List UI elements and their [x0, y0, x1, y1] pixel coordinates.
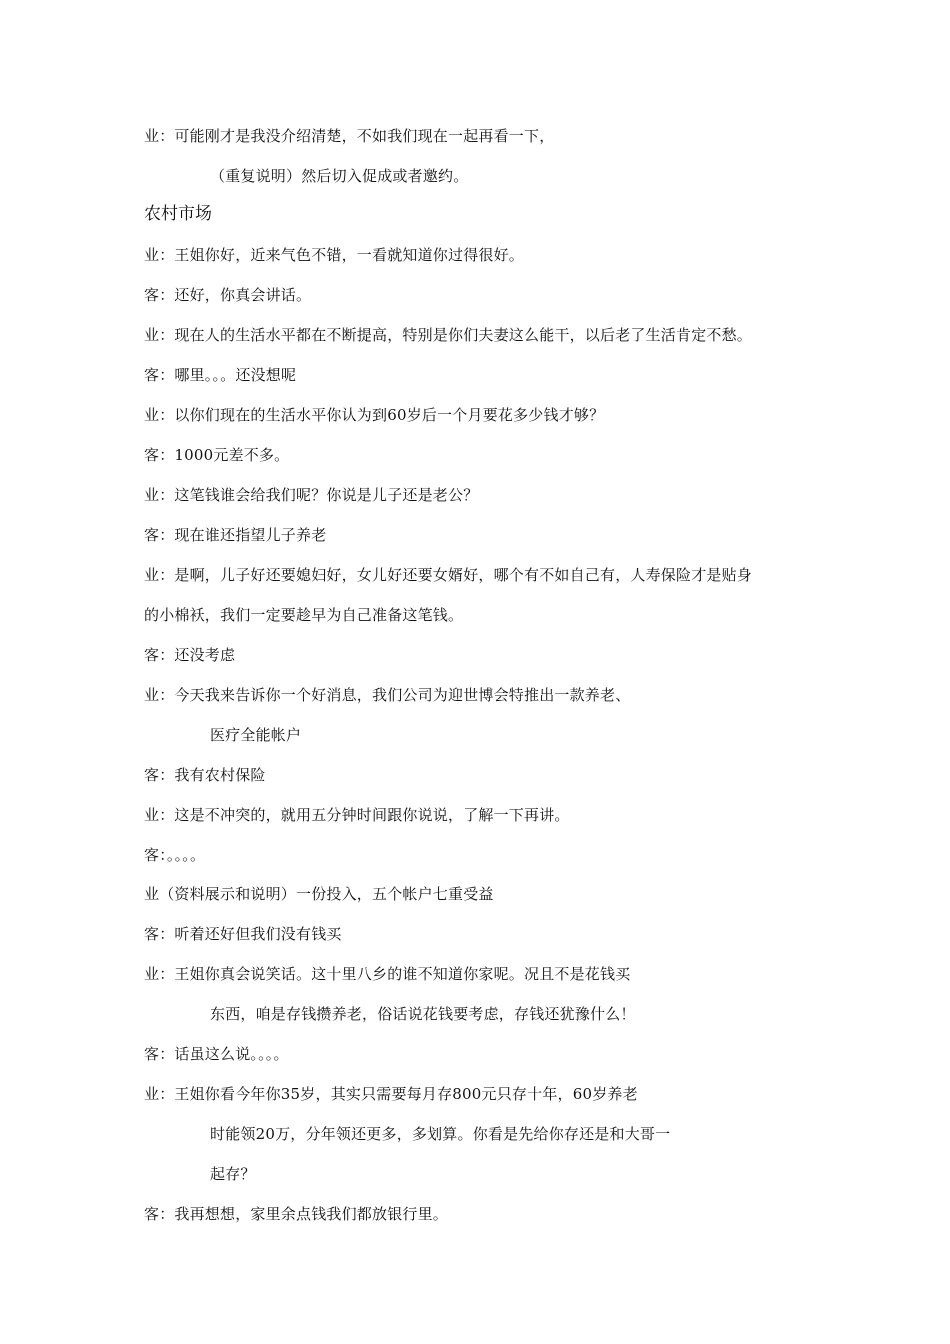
- dialogue-line: 客：话虽这么说。。。。: [144, 1045, 289, 1063]
- dialogue-line: 客：还没考虑: [144, 646, 236, 664]
- dialogue-line: 客：。。。。: [144, 846, 206, 864]
- dialogue-line: 医疗全能帐户: [210, 726, 302, 744]
- section-heading: 农村市场: [144, 204, 212, 224]
- dialogue-line: 客：我再想想，家里余点钱我们都放银行里。: [144, 1205, 449, 1223]
- dialogue-line: 业：可能刚才是我没介绍清楚，不如我们现在一起再看一下，: [144, 127, 555, 145]
- dialogue-line: 业：王姐你真会说笑话。这十里八乡的谁不知道你家呢。况且不是花钱买: [144, 965, 631, 983]
- dialogue-line: 业：王姐你好，近来气色不错，一看就知道你过得很好。: [144, 246, 525, 264]
- dialogue-line: 业：是啊，儿子好还要媳妇好，女儿好还要女婿好，哪个有不如自己有，人寿保险才是贴身: [144, 566, 753, 584]
- dialogue-line: 业：王姐你看今年你35岁，其实只需要每月存800元只存十年，60岁养老: [144, 1085, 638, 1103]
- dialogue-line: 业：以你们现在的生活水平你认为到60岁后一个月要花多少钱才够？: [144, 406, 605, 424]
- dialogue-line: 东西，咱是存钱攒养老，俗话说花钱要考虑，存钱还犹豫什么！: [210, 1005, 636, 1023]
- dialogue-line: 业：这是不冲突的，就用五分钟时间跟你说说，了解一下再讲。: [144, 806, 570, 824]
- dialogue-line: 的小棉袄，我们一定要趁早为自己准备这笔钱。: [144, 606, 464, 624]
- dialogue-line: 客：现在谁还指望儿子养老: [144, 526, 327, 544]
- dialogue-line: 客：还好，你真会讲话。: [144, 286, 312, 304]
- dialogue-line: 客：1000元差不多。: [144, 446, 290, 464]
- dialogue-line: 客：我有农村保险: [144, 766, 266, 784]
- dialogue-line: 业：今天我来告诉你一个好消息，我们公司为迎世博会特推出一款养老、: [144, 686, 631, 704]
- dialogue-line: 业：这笔钱谁会给我们呢？你说是儿子还是老公？: [144, 486, 479, 504]
- dialogue-line: 时能领20万，分年领还更多，多划算。你看是先给你存还是和大哥一: [210, 1125, 671, 1143]
- dialogue-line: 客：哪里。。。还没想呢: [144, 366, 297, 384]
- dialogue-line: （重复说明）然后切入促成或者邀约。: [210, 167, 469, 185]
- dialogue-line: 客：听着还好但我们没有钱买: [144, 925, 342, 943]
- dialogue-line: 起存？: [210, 1165, 256, 1183]
- dialogue-line: 业：现在人的生活水平都在不断提高，特别是你们夫妻这么能干，以后老了生活肯定不愁。: [144, 326, 753, 344]
- dialogue-line: 业（资料展示和说明）一份投入，五个帐户七重受益: [144, 885, 494, 903]
